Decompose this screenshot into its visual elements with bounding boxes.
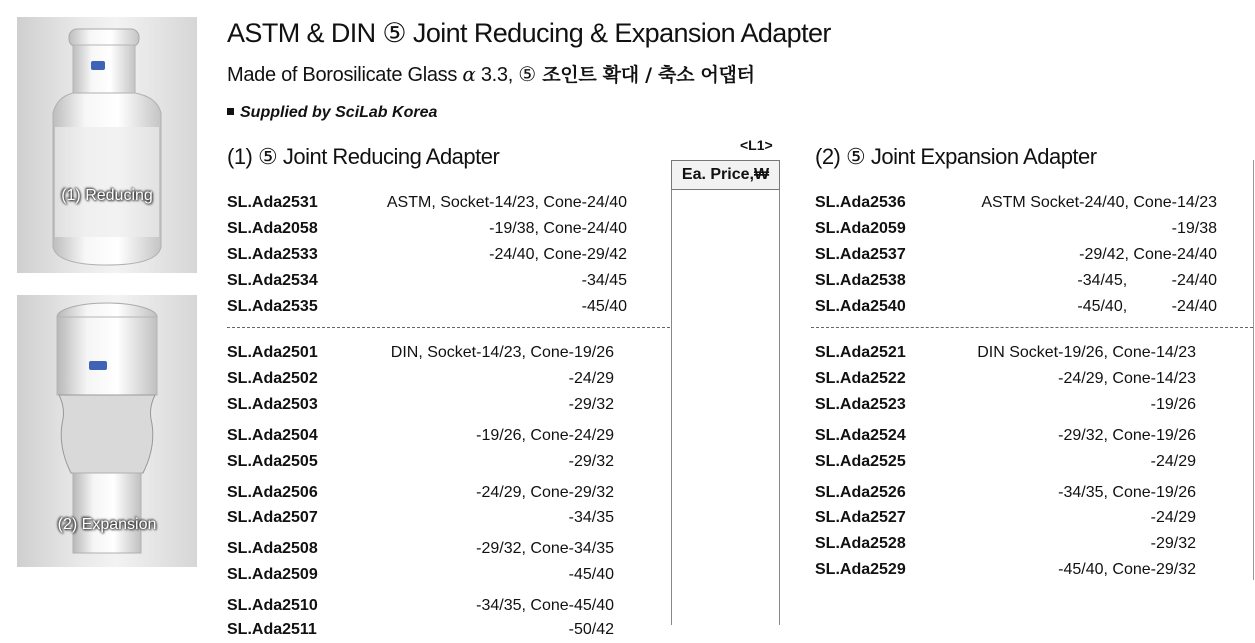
table-row-partial (227, 621, 614, 643)
table-row (815, 194, 1217, 216)
reducing-adapter-photo (17, 17, 197, 273)
joint-spec: -19/38 (1171, 220, 1217, 237)
joint-spec: -29/32 (568, 453, 614, 470)
catalog-code: SL.Ada2522 (815, 370, 906, 387)
table-row (227, 396, 614, 418)
joint-spec: -45/40 (581, 298, 627, 315)
joint-spec: -29/32 (1150, 535, 1196, 552)
table-row (227, 370, 614, 392)
joint-spec: ASTM, Socket-14/23, Cone-24/40 (386, 194, 627, 211)
table-row (815, 246, 1217, 268)
table-row (227, 344, 614, 366)
joint-spec: -19/38, Cone-24/40 (489, 220, 627, 237)
table-row (227, 220, 627, 242)
joint-spec: -29/32, Cone-19/26 (1058, 427, 1196, 444)
subtitle-material: Made of Borosilicate Glass (227, 64, 463, 86)
catalog-code: SL.Ada2511 (227, 621, 317, 638)
table-row (815, 220, 1217, 242)
table-row (815, 298, 1217, 320)
table-row (227, 566, 614, 588)
catalog-code: SL.Ada2058 (227, 220, 318, 237)
table-row (815, 484, 1196, 506)
joint-spec: -29/32 (568, 396, 614, 413)
subtitle-alpha: α (462, 62, 476, 86)
joint-spec: -24/29 (1150, 509, 1196, 526)
table-row (815, 561, 1196, 583)
section-title-reducing: (1) ⑤ Joint Reducing Adapter (227, 144, 500, 169)
expansion-adapter-photo (17, 295, 197, 567)
joint-spec: -34/35, Cone-19/26 (1058, 484, 1196, 501)
catalog-code: SL.Ada2533 (227, 246, 318, 263)
catalog-code: SL.Ada2501 (227, 344, 318, 361)
catalog-code: SL.Ada2524 (815, 427, 906, 444)
joint-spec: -29/42, Cone-24/40 (1079, 246, 1217, 263)
joint-spec: -19/26 (1150, 396, 1196, 413)
price-level-tag: <L1> (740, 137, 773, 153)
table-row (227, 540, 614, 562)
table-row (227, 509, 614, 531)
catalog-code: SL.Ada2502 (227, 370, 318, 387)
page-title: ASTM & DIN ⑤ Joint Reducing & Expansion Adapter (227, 18, 831, 48)
catalog-code: SL.Ada2529 (815, 561, 906, 578)
table-row (815, 370, 1196, 392)
joint-spec: -45/40 (568, 566, 614, 583)
catalog-code: SL.Ada2525 (815, 453, 906, 470)
joint-spec: -34/35, Cone-45/40 (476, 597, 614, 614)
table-row (815, 509, 1196, 531)
joint-spec: DIN, Socket-14/23, Cone-19/26 (390, 344, 614, 361)
table-row (227, 427, 614, 449)
catalog-code: SL.Ada2531 (227, 194, 318, 211)
catalog-code: SL.Ada2059 (815, 220, 906, 237)
table-row (227, 453, 614, 475)
subtitle-expansion-coef: 3.3, (475, 64, 519, 86)
subtitle-joint-symbol: ⑤ (518, 64, 536, 86)
photo-caption-reducing: (1) Reducing (61, 187, 153, 204)
table-row (815, 344, 1196, 366)
group-divider-left (227, 327, 670, 328)
joint-spec: -45/40, Cone-29/32 (1058, 561, 1196, 578)
group-divider-right (811, 327, 1253, 328)
catalog-code: SL.Ada2503 (227, 396, 318, 413)
catalog-code: SL.Ada2521 (815, 344, 906, 361)
catalog-code: SL.Ada2506 (227, 484, 318, 501)
joint-spec: -45/40, -24/40 (1077, 298, 1217, 315)
table-row (227, 597, 614, 619)
catalog-code: SL.Ada2526 (815, 484, 906, 501)
catalog-code: SL.Ada2538 (815, 272, 906, 289)
joint-spec: -34/35 (568, 509, 614, 526)
joint-spec: DIN Socket-19/26, Cone-14/23 (977, 344, 1196, 361)
catalog-code: SL.Ada2510 (227, 597, 318, 614)
catalog-code: SL.Ada2508 (227, 540, 318, 557)
price-column-header: Ea. Price,₩ (671, 160, 780, 190)
table-row (227, 246, 627, 268)
joint-spec: ASTM Socket-24/40, Cone-14/23 (981, 194, 1217, 211)
photo-caption-expansion: (2) Expansion (57, 516, 157, 533)
catalog-code: SL.Ada2504 (227, 427, 318, 444)
joint-spec: -29/32, Cone-34/35 (476, 540, 614, 557)
right-divider (1253, 160, 1254, 580)
catalog-code: SL.Ada2535 (227, 298, 318, 315)
joint-spec: -19/26, Cone-24/29 (476, 427, 614, 444)
table-row (227, 484, 614, 506)
joint-spec: -34/45, -24/40 (1077, 272, 1217, 289)
catalog-code: SL.Ada2523 (815, 396, 906, 413)
joint-spec: -24/29 (568, 370, 614, 387)
catalog-code: SL.Ada2534 (227, 272, 318, 289)
joint-spec: -24/40, Cone-29/42 (489, 246, 627, 263)
square-bullet-icon (227, 108, 234, 115)
table-row (227, 298, 627, 320)
table-row (815, 272, 1217, 294)
supplier-text: Supplied by SciLab Korea (240, 104, 438, 121)
catalog-code: SL.Ada2540 (815, 298, 906, 315)
supplier-note (227, 104, 437, 122)
table-row (815, 453, 1196, 475)
catalog-code: SL.Ada2509 (227, 566, 318, 583)
table-row (815, 427, 1196, 449)
catalog-code: SL.Ada2505 (227, 453, 318, 470)
table-row (227, 272, 627, 294)
table-row (815, 396, 1196, 418)
catalog-code: SL.Ada2536 (815, 194, 906, 211)
table-row (227, 194, 627, 216)
joint-spec: -24/29, Cone-14/23 (1058, 370, 1196, 387)
catalog-code: SL.Ada2537 (815, 246, 906, 263)
page-subtitle (227, 60, 755, 87)
table-row (815, 535, 1196, 557)
price-column (671, 190, 780, 625)
catalog-code: SL.Ada2528 (815, 535, 906, 552)
joint-spec: -50/42 (568, 621, 614, 638)
catalog-code: SL.Ada2527 (815, 509, 906, 526)
joint-spec: -24/29 (1150, 453, 1196, 470)
glass-reducing-adapter-icon (17, 17, 197, 273)
joint-spec: -24/29, Cone-29/32 (476, 484, 614, 501)
section-title-expansion: (2) ⑤ Joint Expansion Adapter (815, 144, 1097, 169)
subtitle-korean: 조인트 확대 / 축소 어댑터 (535, 64, 755, 86)
catalog-code: SL.Ada2507 (227, 509, 318, 526)
joint-spec: -34/45 (581, 272, 627, 289)
